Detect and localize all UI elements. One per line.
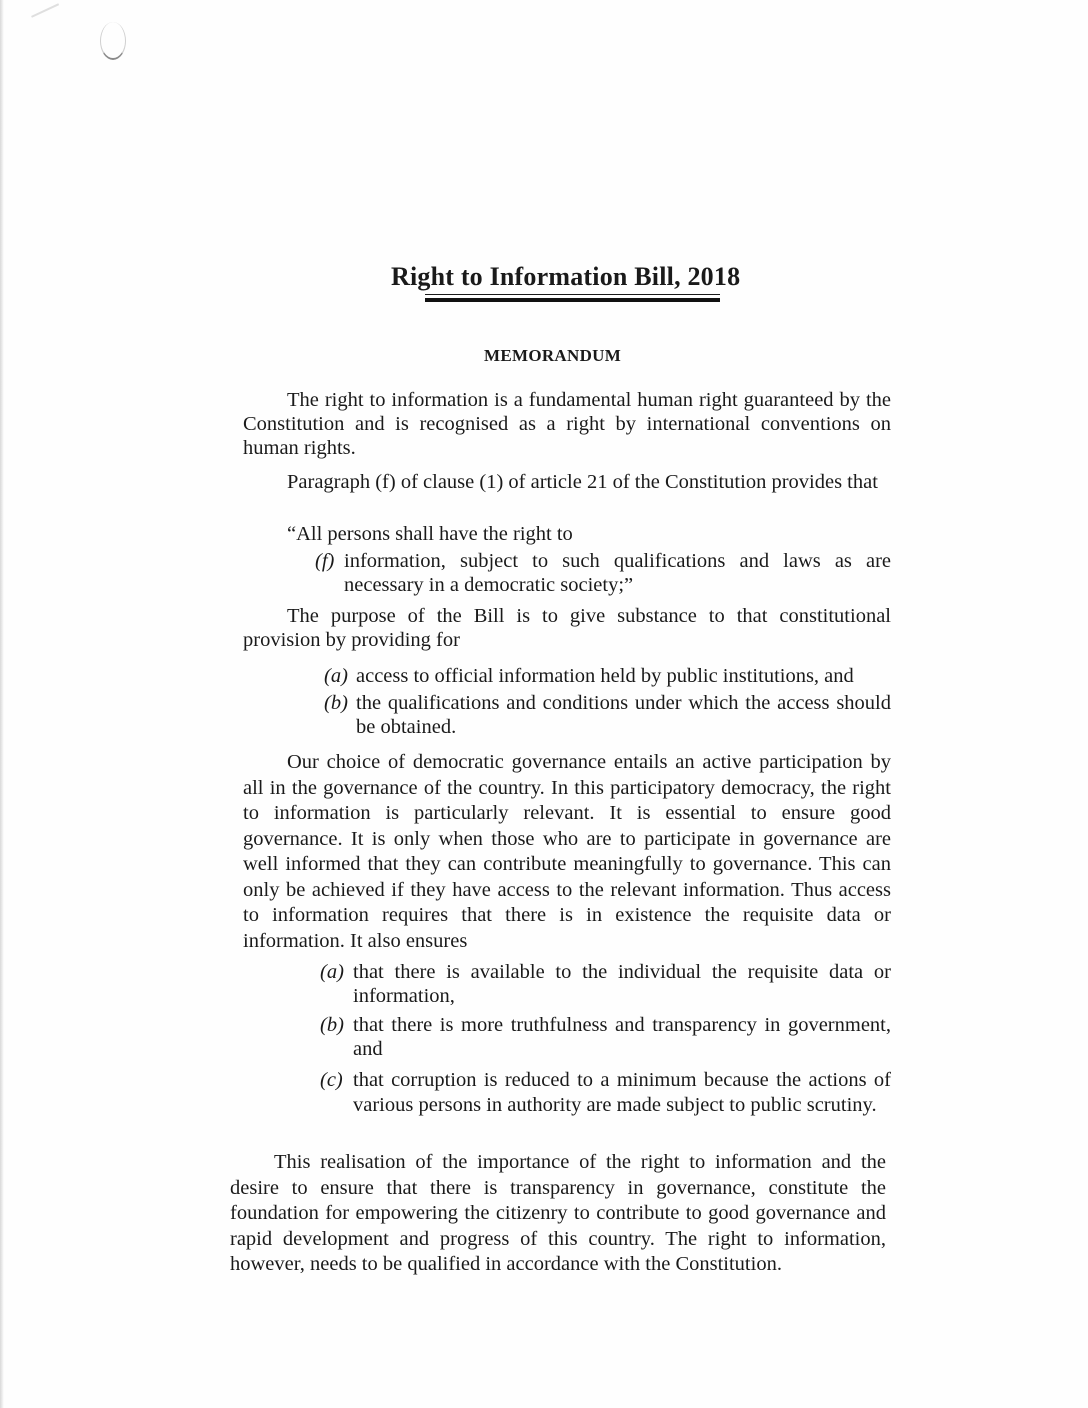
paragraph-4: Our choice of democratic governance entails an active participation by all in the governance of the country. In this participatory democracy, the right to information is particularly relevant. It is essential to ensure good governance. It is only when those who are to participate in governance are well informed that they can contribute meaningfully to governance. This can only be achieved if they have access to the relevant information. Thus access to information requires that there is in existence the requisite data or information. It also ensures — [243, 751, 891, 952]
memorandum-heading: MEMORANDUM — [484, 346, 622, 365]
punch-hole-mark — [100, 22, 126, 60]
purpose-item-a — [324, 664, 891, 688]
list-marker: (a) — [324, 665, 348, 687]
title-underline-thin — [425, 294, 720, 295]
purpose-item-b — [324, 691, 891, 739]
list-item-text: that there is available to the individual the requisite data or information, — [353, 961, 891, 1007]
list-item-text: that there is more truthfulness and transparency in government, and — [353, 1014, 891, 1060]
ensures-item-a — [320, 960, 891, 1008]
paragraph-1: The right to information is a fundamental human right guaranteed by the Constitution and is recognised as a right by international conventions on human rights. — [243, 389, 891, 459]
paragraph-5: This realisation of the importance of the right to information and the desire to ensure that there is transparency in governance, constitute the foundation for empowering the citizenry to contribute to good governance and rapid development and progress of this country. The right to information, however, needs to be qualified in accordance with the Constitution. — [230, 1151, 886, 1275]
title-underline-thick — [425, 298, 720, 302]
ensures-item-c — [320, 1068, 891, 1118]
list-marker: (b) — [324, 692, 348, 714]
list-item-text: that corruption is reduced to a minimum because the actions of various persons in authority are made subject to public scrutiny. — [353, 1069, 891, 1116]
paragraph-2: Paragraph (f) of clause (1) of article 21 of the Constitution provides that — [287, 471, 878, 493]
list-marker: (c) — [320, 1069, 343, 1091]
ensures-item-b — [320, 1013, 891, 1061]
list-item-text: information, subject to such qualifications and laws as are necessary in a democratic society;” — [344, 550, 891, 596]
quote-intro: “All persons shall have the right to — [287, 523, 573, 545]
scan-edge — [0, 0, 4, 1408]
paragraph-3: The purpose of the Bill is to give substance to that constitutional provision by providing for — [243, 605, 891, 651]
list-item-text: access to official information held by public institutions, and — [356, 665, 854, 687]
list-item-text: the qualifications and conditions under which the access should be obtained. — [356, 692, 891, 738]
scan-mark — [27, 0, 59, 18]
quote-item-f — [315, 549, 891, 597]
list-marker: (f) — [315, 550, 335, 572]
list-marker: (b) — [320, 1014, 344, 1036]
list-marker: (a) — [320, 961, 344, 983]
document-title: Right to Information Bill, 2018 — [391, 262, 741, 291]
